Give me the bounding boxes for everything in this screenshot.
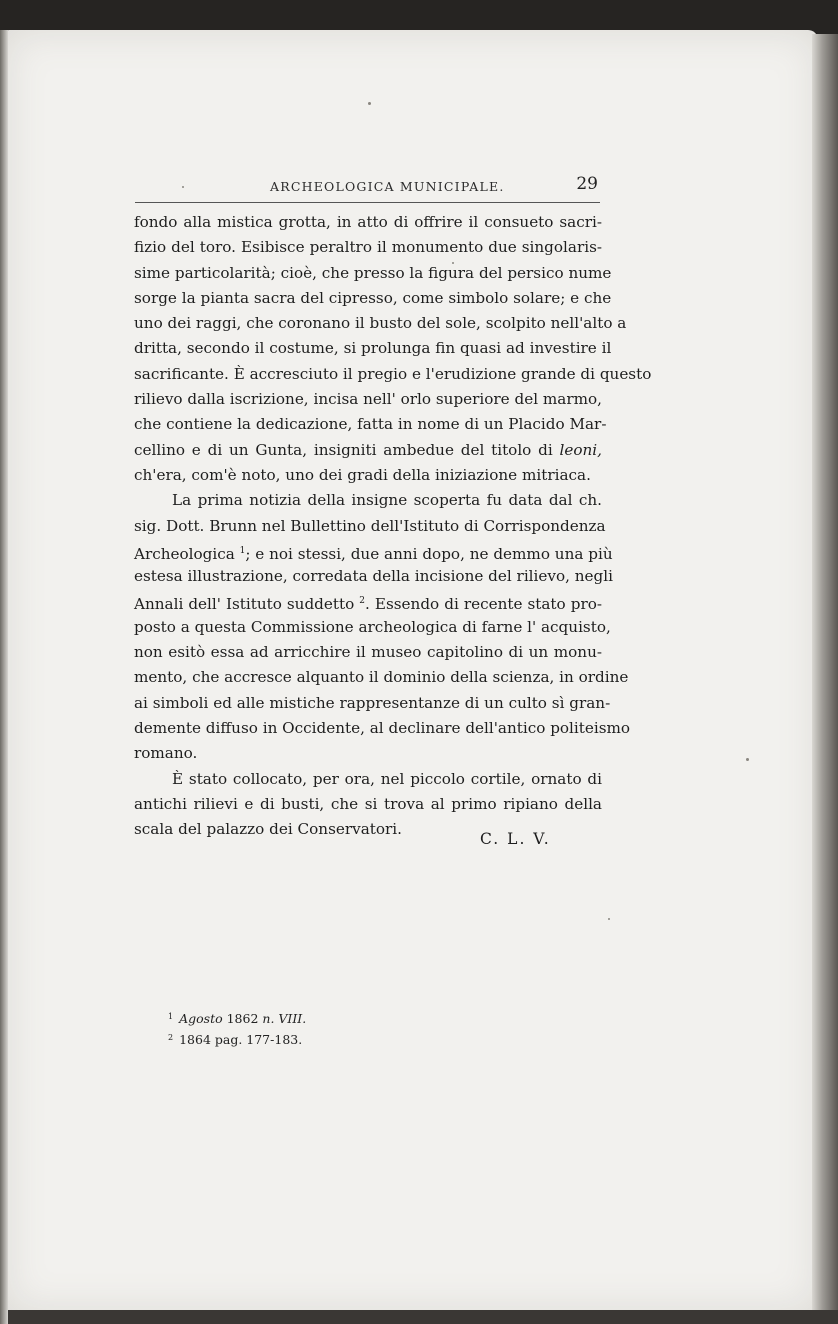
footnote-text: 1862	[222, 1011, 263, 1026]
footnote-mark: 1	[168, 1012, 174, 1021]
text-line: mento, che accresce alquanto il dominio della scienza, in ordine	[134, 668, 629, 687]
text-line: non esitò essa ad arricchire il museo capitolino di un monu-	[134, 643, 602, 662]
text-line	[134, 539, 613, 564]
page-bottom-shadow	[0, 1310, 838, 1324]
text-line: antichi rilievi e di busti, che si trova al primo ripiano della	[134, 794, 602, 813]
footnote-ref: 2	[359, 596, 366, 607]
text-line: È stato collocato, per ora, nel piccolo cortile, ornato di	[172, 769, 602, 788]
text-line: scala del palazzo dei Conservatori.	[134, 820, 402, 839]
text-line: sorge la pianta sacra del cipresso, come simbolo solare; e che	[134, 288, 612, 307]
text-segment: ; e noi stessi, due anni dopo, ne demmo una più	[245, 544, 613, 563]
text-line: romano.	[134, 744, 198, 763]
footnote-text: 1864 pag. 177-183.	[179, 1032, 303, 1047]
footnote-2	[168, 1028, 306, 1049]
text-line: ch'era, com'è noto, uno dei gradi della iniziazione mitriaca.	[134, 465, 591, 484]
text-line: rilievo dalla iscrizione, incisa nell' orlo superiore del marmo,	[134, 390, 602, 409]
paper-speck	[608, 918, 610, 920]
italic-word: leoni,	[559, 440, 602, 459]
text-line: demente diffuso in Occidente, al declinare dell'antico politeismo	[134, 718, 631, 737]
text-line: posto a questa Commissione archeologica di farne l' acquisto,	[134, 617, 611, 636]
scan-top-strip	[0, 0, 838, 34]
text-line: ai simboli ed alle mistiche rappresentanze di un culto sì gran-	[134, 693, 611, 712]
text-segment: cellino e di un Gunta, insigniti ambedue del titolo di	[134, 440, 560, 459]
footnote-text: n. VIII.	[262, 1011, 307, 1026]
footnote-ref: 1	[239, 545, 246, 556]
author-initials: C. L. V.	[480, 830, 551, 848]
text-line	[134, 438, 602, 463]
text-segment: . Essendo di recente stato pro-	[365, 595, 602, 614]
footnote-mark: 2	[168, 1033, 174, 1042]
text-line: fondo alla mistica grotta, in atto di offrire il consueto sacri-	[134, 213, 602, 231]
running-title: ARCHEOLOGICA MUNICIPALE.	[270, 179, 505, 194]
text-line: fizio del toro. Esibisce peraltro il monumento due singolaris-	[134, 238, 602, 257]
text-line: estesa illustrazione, corredata della incisione del rilievo, negli	[134, 567, 613, 586]
text-line: sime particolarità; cioè, che presso la figura del persico nume	[134, 263, 612, 282]
footnote-text: Agosto	[179, 1011, 223, 1026]
text-line: dritta, secondo il costume, si prolunga fin quasi ad investire il	[134, 339, 612, 358]
paper-speck	[746, 758, 749, 761]
book-spine	[0, 30, 8, 1324]
text-segment: Archeologica	[134, 544, 240, 563]
running-header	[135, 176, 600, 203]
text-line: sacrificante. È accresciuto il pregio e l'erudizione grande di questo	[134, 364, 652, 383]
footnote-1	[168, 1007, 306, 1028]
page-number: 29	[576, 174, 598, 194]
page-edge-shadow	[812, 34, 838, 1324]
text-line: uno dei raggi, che coronano il busto del sole, scolpito nell'alto a	[134, 314, 627, 333]
footnotes	[168, 1007, 306, 1049]
text-line: sig. Dott. Brunn nel Bullettino dell'Istituto di Corrispondenza	[134, 516, 606, 535]
text-segment: Annali dell' Istituto suddetto	[134, 595, 360, 614]
text-line: che contiene la dedicazione, fatta in nome di un Placido Mar-	[134, 415, 607, 434]
paper-speck	[368, 102, 371, 105]
text-line	[134, 589, 602, 614]
body-text	[134, 210, 652, 842]
text-line: La prima notizia della insigne scoperta fu data dal ch.	[172, 491, 602, 510]
